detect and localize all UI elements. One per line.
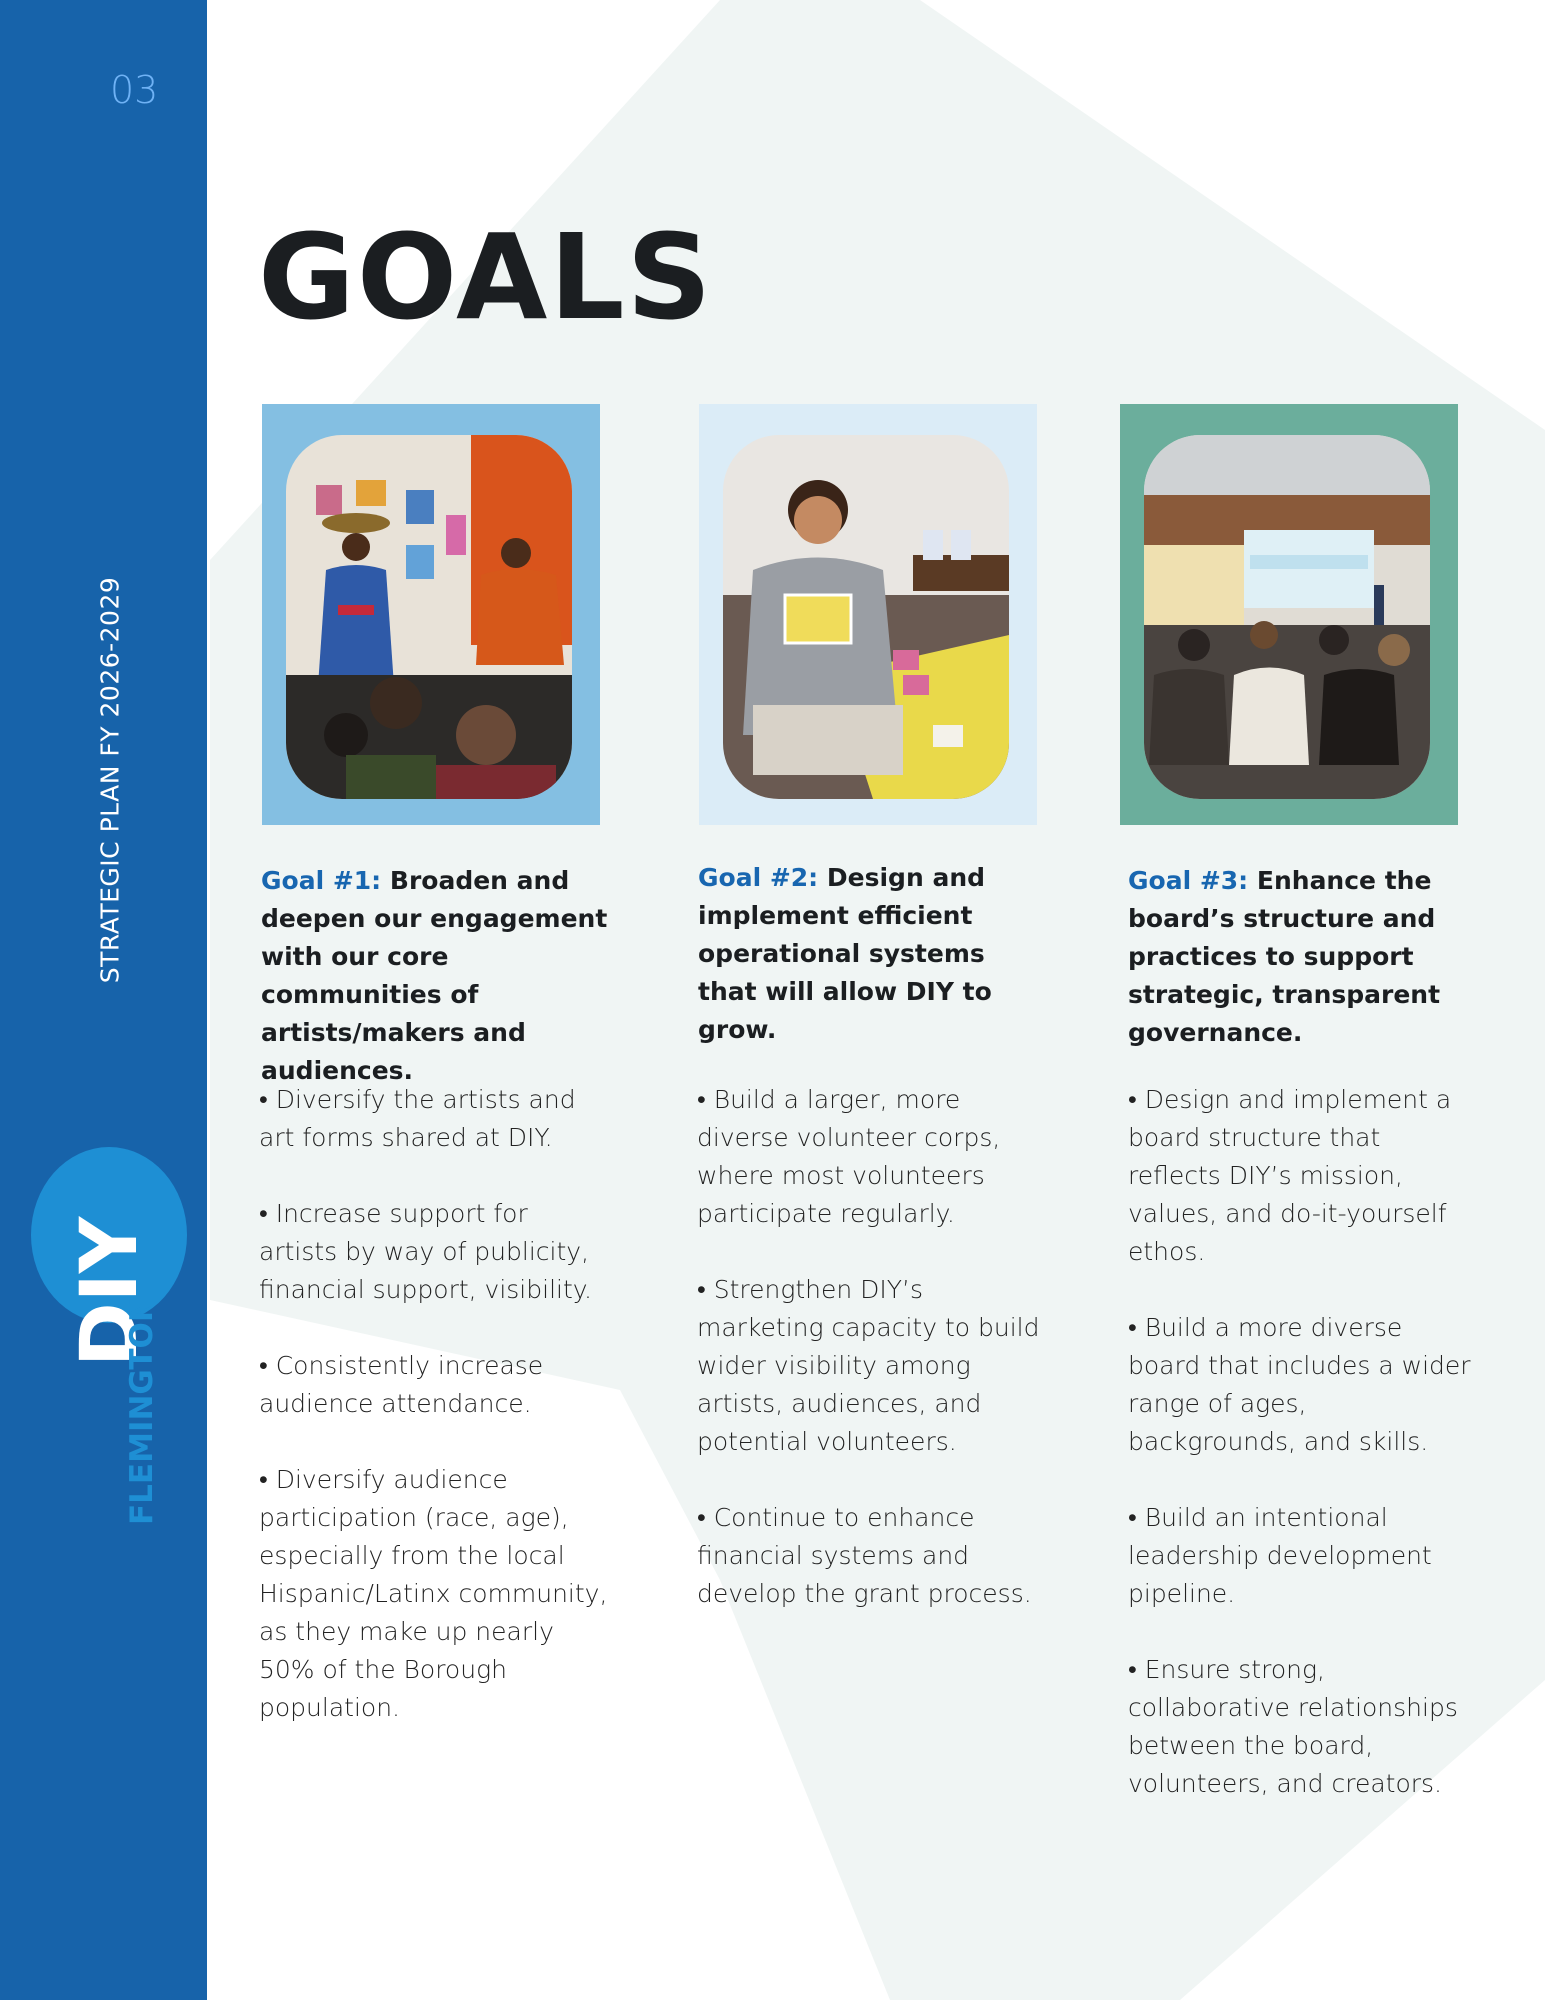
goal-1-bullet: • Diversify audience participation (race, age), especially from the local Hispanic/Latinx community, as they make up nearly 50% of the Borough population.	[259, 1461, 609, 1727]
goal-1-bullet-list	[259, 1081, 609, 1765]
goal-3-photo-frame	[1120, 404, 1458, 825]
goal-3-heading	[1128, 862, 1478, 1052]
logo-subtext: FLEMINGTON	[124, 1296, 160, 1525]
goal-3-heading-text: Enhance the board’s structure and practices to support strategic, transparent governance.	[1128, 866, 1441, 1047]
goal-1-heading-text: Broaden and deepen our engagement with our core communities of artists/makers and audiences.	[261, 866, 608, 1085]
goal-1-bullet: • Consistently increase audience attendance.	[259, 1347, 609, 1423]
goal-2-heading-text: Design and implement efficient operational systems that will allow DIY to grow.	[698, 863, 992, 1044]
volunteer-orientation-photo-icon	[1144, 435, 1430, 799]
goal-3-bullet-list	[1128, 1081, 1478, 1841]
goal-1-label: Goal #1:	[261, 866, 382, 895]
goal-2-heading	[698, 859, 1048, 1049]
goal-3-bullet: • Build a more diverse board that includes a wider range of ages, backgrounds, and skills.	[1128, 1309, 1478, 1461]
goal-3-label: Goal #3:	[1128, 866, 1249, 895]
goal-2-photo	[723, 435, 1009, 799]
goal-3-bullet: • Build an intentional leadership development pipeline.	[1128, 1499, 1478, 1613]
performance-photo-icon	[286, 435, 572, 799]
goal-2-bullet: • Build a larger, more diverse volunteer corps, where most volunteers participate regularly.	[697, 1081, 1047, 1233]
goal-1-bullet: • Diversify the artists and art forms shared at DIY.	[259, 1081, 609, 1157]
logo-wordmark: DIY	[65, 1216, 155, 1367]
page-title: GOALS	[258, 208, 714, 346]
goal-2-label: Goal #2:	[698, 863, 819, 892]
goal-2-bullet: • Strengthen DIY’s marketing capacity to build wider visibility among artists, audiences, and potential volunteers.	[697, 1271, 1047, 1461]
goal-1-bullet: • Increase support for artists by way of publicity, financial support, visibility.	[259, 1195, 609, 1309]
goal-2-photo-frame	[699, 404, 1037, 825]
sidebar-vertical-title: STRATEGIC PLAN FY 2026-2029	[95, 576, 125, 984]
flemington-diy-logo	[24, 1105, 194, 1525]
goal-1-heading	[261, 862, 611, 1090]
goal-1-photo	[286, 435, 572, 799]
goal-2-bullet: • Continue to enhance financial systems and develop the grant process.	[697, 1499, 1047, 1613]
sidebar	[0, 0, 207, 2000]
goal-3-photo	[1144, 435, 1430, 799]
goal-1-photo-frame	[262, 404, 600, 825]
goal-3-bullet: • Ensure strong, collaborative relationships between the board, volunteers, and creators.	[1128, 1651, 1478, 1803]
goal-2-bullet-list	[697, 1081, 1047, 1651]
artist-with-prints-photo-icon	[723, 435, 1009, 799]
goal-3-bullet: • Design and implement a board structure that reflects DIY’s mission, values, and do-it-yourself ethos.	[1128, 1081, 1478, 1271]
page-number: 03	[110, 68, 159, 112]
